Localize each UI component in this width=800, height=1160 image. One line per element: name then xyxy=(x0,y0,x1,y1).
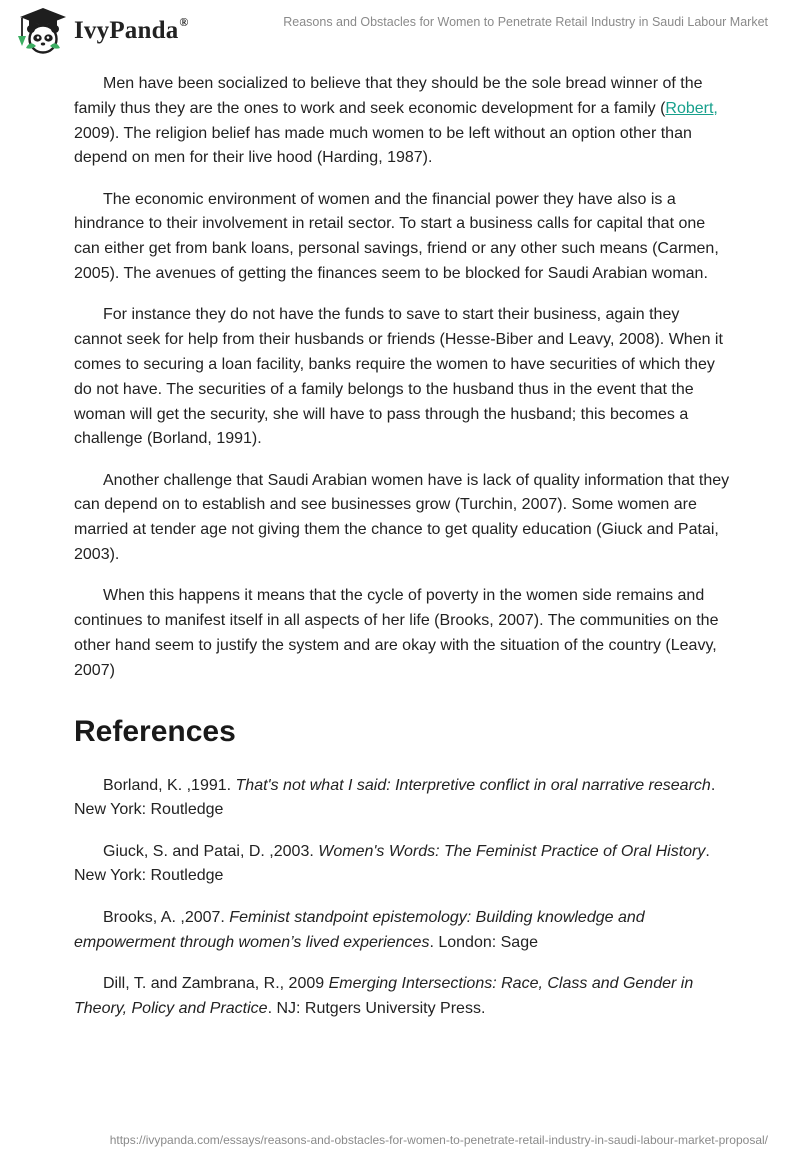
essay-body xyxy=(74,72,730,1038)
ivypanda-logo[interactable] xyxy=(14,6,189,54)
document-title: Reasons and Obstacles for Women to Penetrate Retail Industry in Saudi Labour Market xyxy=(283,15,768,29)
references-heading: References xyxy=(74,714,236,748)
paragraph-5: When this happens it means that the cycle of poverty in the women side remains and continues to manifest itself in all aspects of her life (Brooks, 2007). The communities on the other hand seem to justify the system and are okay with the situation of the country (Leavy, 2007) xyxy=(74,587,719,679)
reference-item: Brooks, A. ,2007. Feminist standpoint epistemology: Building knowledge and empowerment through women’s lived experiences. London: Sage xyxy=(74,908,645,951)
registered-mark: ® xyxy=(179,14,189,29)
reference-item: Dill, T. and Zambrana, R., 2009 Emerging Intersections: Race, Class and Gender in Theory, Policy and Practice. NJ: Rutgers University Press. xyxy=(74,974,694,1017)
paragraph-1: Men have been socialized to believe that they should be the sole bread winner of the family thus they are the ones to work and seek economic development for a family (Robert, 2009). The religion belief has made much women to be left without an option other than depend on men for their live hood (Harding, 1987). xyxy=(74,75,718,167)
paragraph-4: Another challenge that Saudi Arabian women have is lack of quality information that they can depend on to establish and see businesses grow (Turchin, 2007). Some women are married at tender age not giving them the chance to get quality education (Giuck and Patai, 2003). xyxy=(74,471,730,564)
reference-item: Borland, K. ,1991. That's not what I said: Interpretive conflict in oral narrative research. New York: Routledge xyxy=(74,776,716,819)
panda-graduate-icon xyxy=(14,6,72,54)
logo-text: IvyPanda® xyxy=(74,14,189,44)
page-header xyxy=(0,0,800,60)
citation-link-robert[interactable]: Robert, xyxy=(665,99,718,117)
paragraph-3: For instance they do not have the funds to save to start their business, again they cannot seek for help from their husbands or friends (Hesse-Biber and Leavy, 2008). When it comes to securing a loan facility, banks require the women to have securities of which they do not have. The securities of a family belongs to the husband thus in the event that the woman will get the security, she will have to pass through the husband; this becomes a challenge (Borland, 1991). xyxy=(74,306,723,448)
reference-item: Giuck, S. and Patai, D. ,2003. Women's Words: The Feminist Practice of Oral History. New York: Routledge xyxy=(74,842,710,885)
source-url[interactable]: https://ivypanda.com/essays/reasons-and-obstacles-for-women-to-penetrate-retail-industry-in-saudi-labour-market-proposal/ xyxy=(109,1133,768,1147)
paragraph-2: The economic environment of women and the financial power they have also is a hindrance to their involvement in retail sector. To start a business calls for capital that one can either get from bank loans, personal savings, friend or any other such means (Carmen, 2005). The avenues of getting the finances seem to be blocked for Saudi Arabian woman. xyxy=(74,190,719,283)
